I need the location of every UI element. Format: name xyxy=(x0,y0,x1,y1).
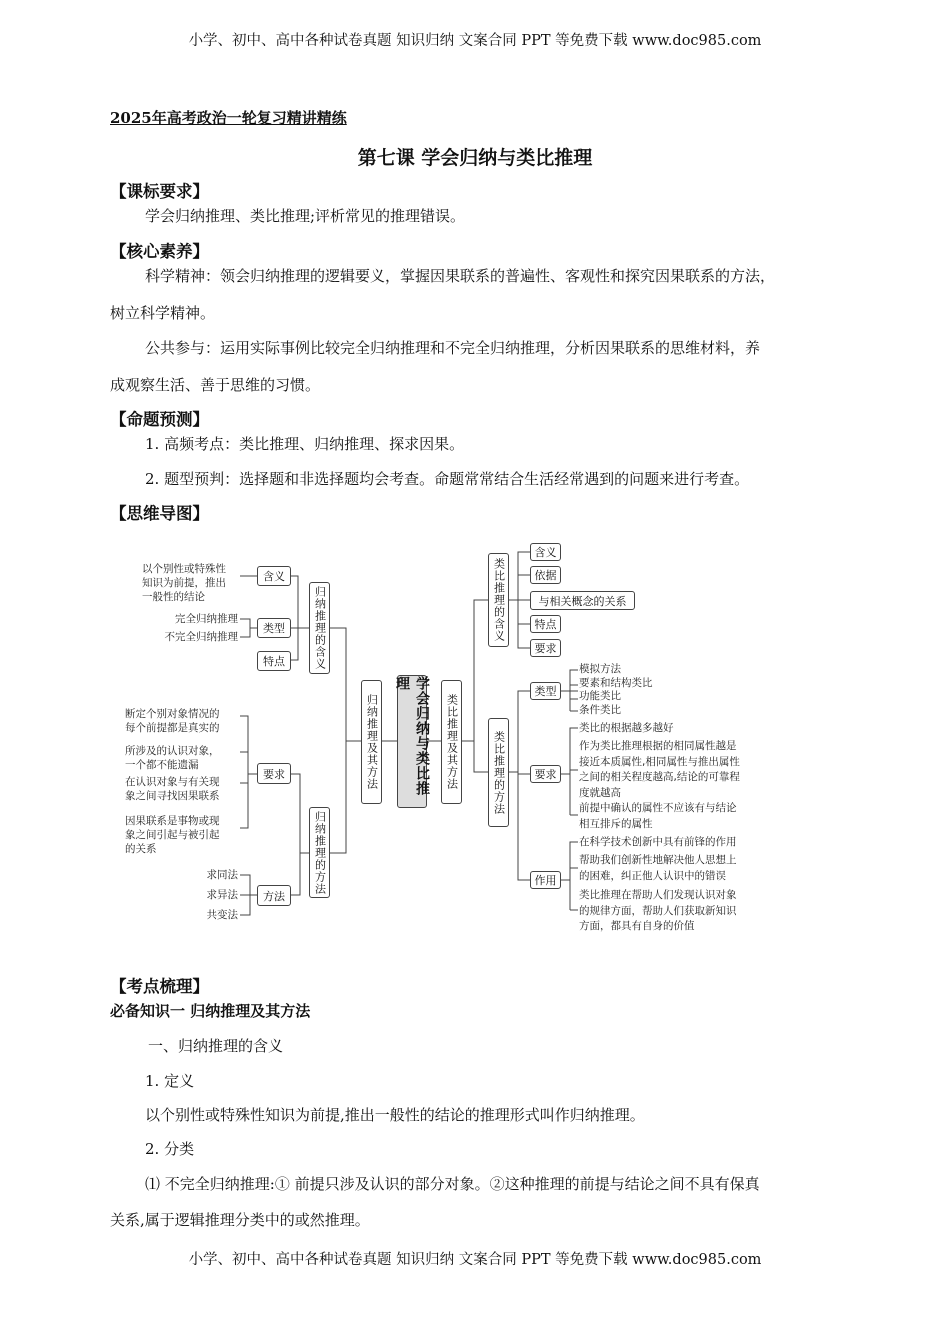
node-text: 求同法 xyxy=(206,869,238,881)
center-node: 学会归纳与类比推理 xyxy=(397,675,427,808)
paragraph: 成观察生活、善于思维的习惯。 xyxy=(110,376,321,394)
node-text: 求异法 xyxy=(206,889,238,901)
lesson-title: 第七课 学会归纳与类比推理 xyxy=(357,147,593,169)
paragraph: 公共参与：运用实际事例比较完全归纳推理和不完全归纳推理，分析因果联系的思维材料，养 xyxy=(145,339,761,357)
node-text: 类比推理在帮助人们发现认识对象 的规律方面，帮助人们获取新知识 方面，都具有自身的价值 xyxy=(579,889,737,932)
list-item: 2. 题型预判：选择题和非选择题均会考查。命题常常结合生活经常遇到的问题来进行考查。 xyxy=(145,470,750,488)
node-meaning: 含义 xyxy=(530,543,561,561)
section-heading: 【思维导图】 xyxy=(110,504,209,523)
knowledge-heading: 必备知识一 归纳推理及其方法 xyxy=(110,1002,311,1020)
node-text: 完全归纳推理 xyxy=(175,613,238,625)
node-analogy-meaning: 类比推理的含义 xyxy=(488,553,509,647)
paragraph: 以个别性或特殊性知识为前提,推出一般性的结论的推理形式叫作归纳推理。 xyxy=(145,1106,645,1124)
paragraph: 树立科学精神。 xyxy=(110,304,216,322)
node-text: 作为类比推理根据的相同属性越是 接近本质属性,相同属性与推出属性 之间的相关程度越高,结论的可靠程 度就越高 xyxy=(579,740,740,799)
doc-subtitle: 2025年高考政治一轮复习精讲精练 xyxy=(110,109,347,127)
node-text: 在科学技术创新中具有前锋的作用 xyxy=(579,836,737,848)
node-type: 类型 xyxy=(530,682,561,700)
paragraph: 学会归纳推理、类比推理;评析常见的推理错误。 xyxy=(145,207,466,225)
subheading: 2. 分类 xyxy=(145,1140,195,1158)
node-type: 类型 xyxy=(257,618,291,638)
section-heading: 【命题预测】 xyxy=(110,410,209,429)
node-meaning: 含义 xyxy=(257,566,291,586)
node-induction-meaning: 归纳推理的含义 xyxy=(309,582,330,674)
subheading: 1. 定义 xyxy=(145,1072,195,1090)
node-basis: 依据 xyxy=(530,566,561,584)
paragraph: ⑴ 不完全归纳推理:① 前提只涉及认识的部分对象。②这种推理的前提与结论之间不具有保真 xyxy=(145,1175,760,1193)
node-requirement: 要求 xyxy=(530,639,561,657)
paragraph: 科学精神：领会归纳推理的逻辑要义，掌握因果联系的普遍性、客观性和探究因果联系的方法， xyxy=(145,267,776,285)
node-text: 前提中确认的属性不应该有与结论 相互排斥的属性 xyxy=(579,802,737,830)
section-heading: 【考点梳理】 xyxy=(110,977,209,996)
node-text: 共变法 xyxy=(206,909,238,921)
subheading: 一、归纳推理的含义 xyxy=(148,1037,284,1055)
paragraph: 关系,属于逻辑推理分类中的或然推理。 xyxy=(110,1211,370,1229)
list-item: 1. 高频考点：类比推理、归纳推理、探求因果。 xyxy=(145,435,465,453)
node-function: 作用 xyxy=(530,871,561,889)
node-analogy: 类比推理及其方法 xyxy=(441,680,462,804)
node-feature: 特点 xyxy=(257,651,291,671)
node-induction-method: 归纳推理的方法 xyxy=(309,807,330,898)
node-induction: 归纳推理及其方法 xyxy=(361,680,382,804)
node-methods: 方法 xyxy=(257,885,291,906)
node-feature: 特点 xyxy=(530,615,561,633)
page-header: 小学、初中、高中各种试卷真题 知识归纳 文案合同 PPT 等免费下载 www.doc985.com xyxy=(188,33,762,49)
node-text: 模拟方法 要素和结构类比 功能类比 条件类比 xyxy=(579,663,653,716)
node-text: 类比的根据越多越好 xyxy=(579,722,674,734)
node-text: 以个别性或特殊性 知识为前提，推出 一般性的结论 xyxy=(142,563,226,603)
section-heading: 【核心素养】 xyxy=(110,242,209,261)
node-text: 所涉及的认识对象， 一个都不能遗漏 xyxy=(125,745,220,771)
page-footer: 小学、初中、高中各种试卷真题 知识归纳 文案合同 PPT 等免费下载 www.doc985.com xyxy=(188,1252,762,1268)
node-requirement: 要求 xyxy=(257,763,291,784)
node-relation: 与相关概念的关系 xyxy=(530,591,635,610)
node-analogy-method: 类比推理的方法 xyxy=(488,718,509,827)
node-text: 帮助我们创新性地解决他人思想上 的困难，纠正他人认识中的错误 xyxy=(579,854,737,882)
node-text: 在认识对象与有关现 象之间寻找因果联系 xyxy=(125,776,220,802)
node-text: 不完全归纳推理 xyxy=(164,631,238,643)
node-requirement: 要求 xyxy=(530,765,561,783)
section-heading: 【课标要求】 xyxy=(110,182,209,201)
node-text: 因果联系是事物或现 象之间引起与被引起 的关系 xyxy=(125,815,220,855)
node-text: 断定个别对象情况的 每个前提都是真实的 xyxy=(125,708,220,734)
